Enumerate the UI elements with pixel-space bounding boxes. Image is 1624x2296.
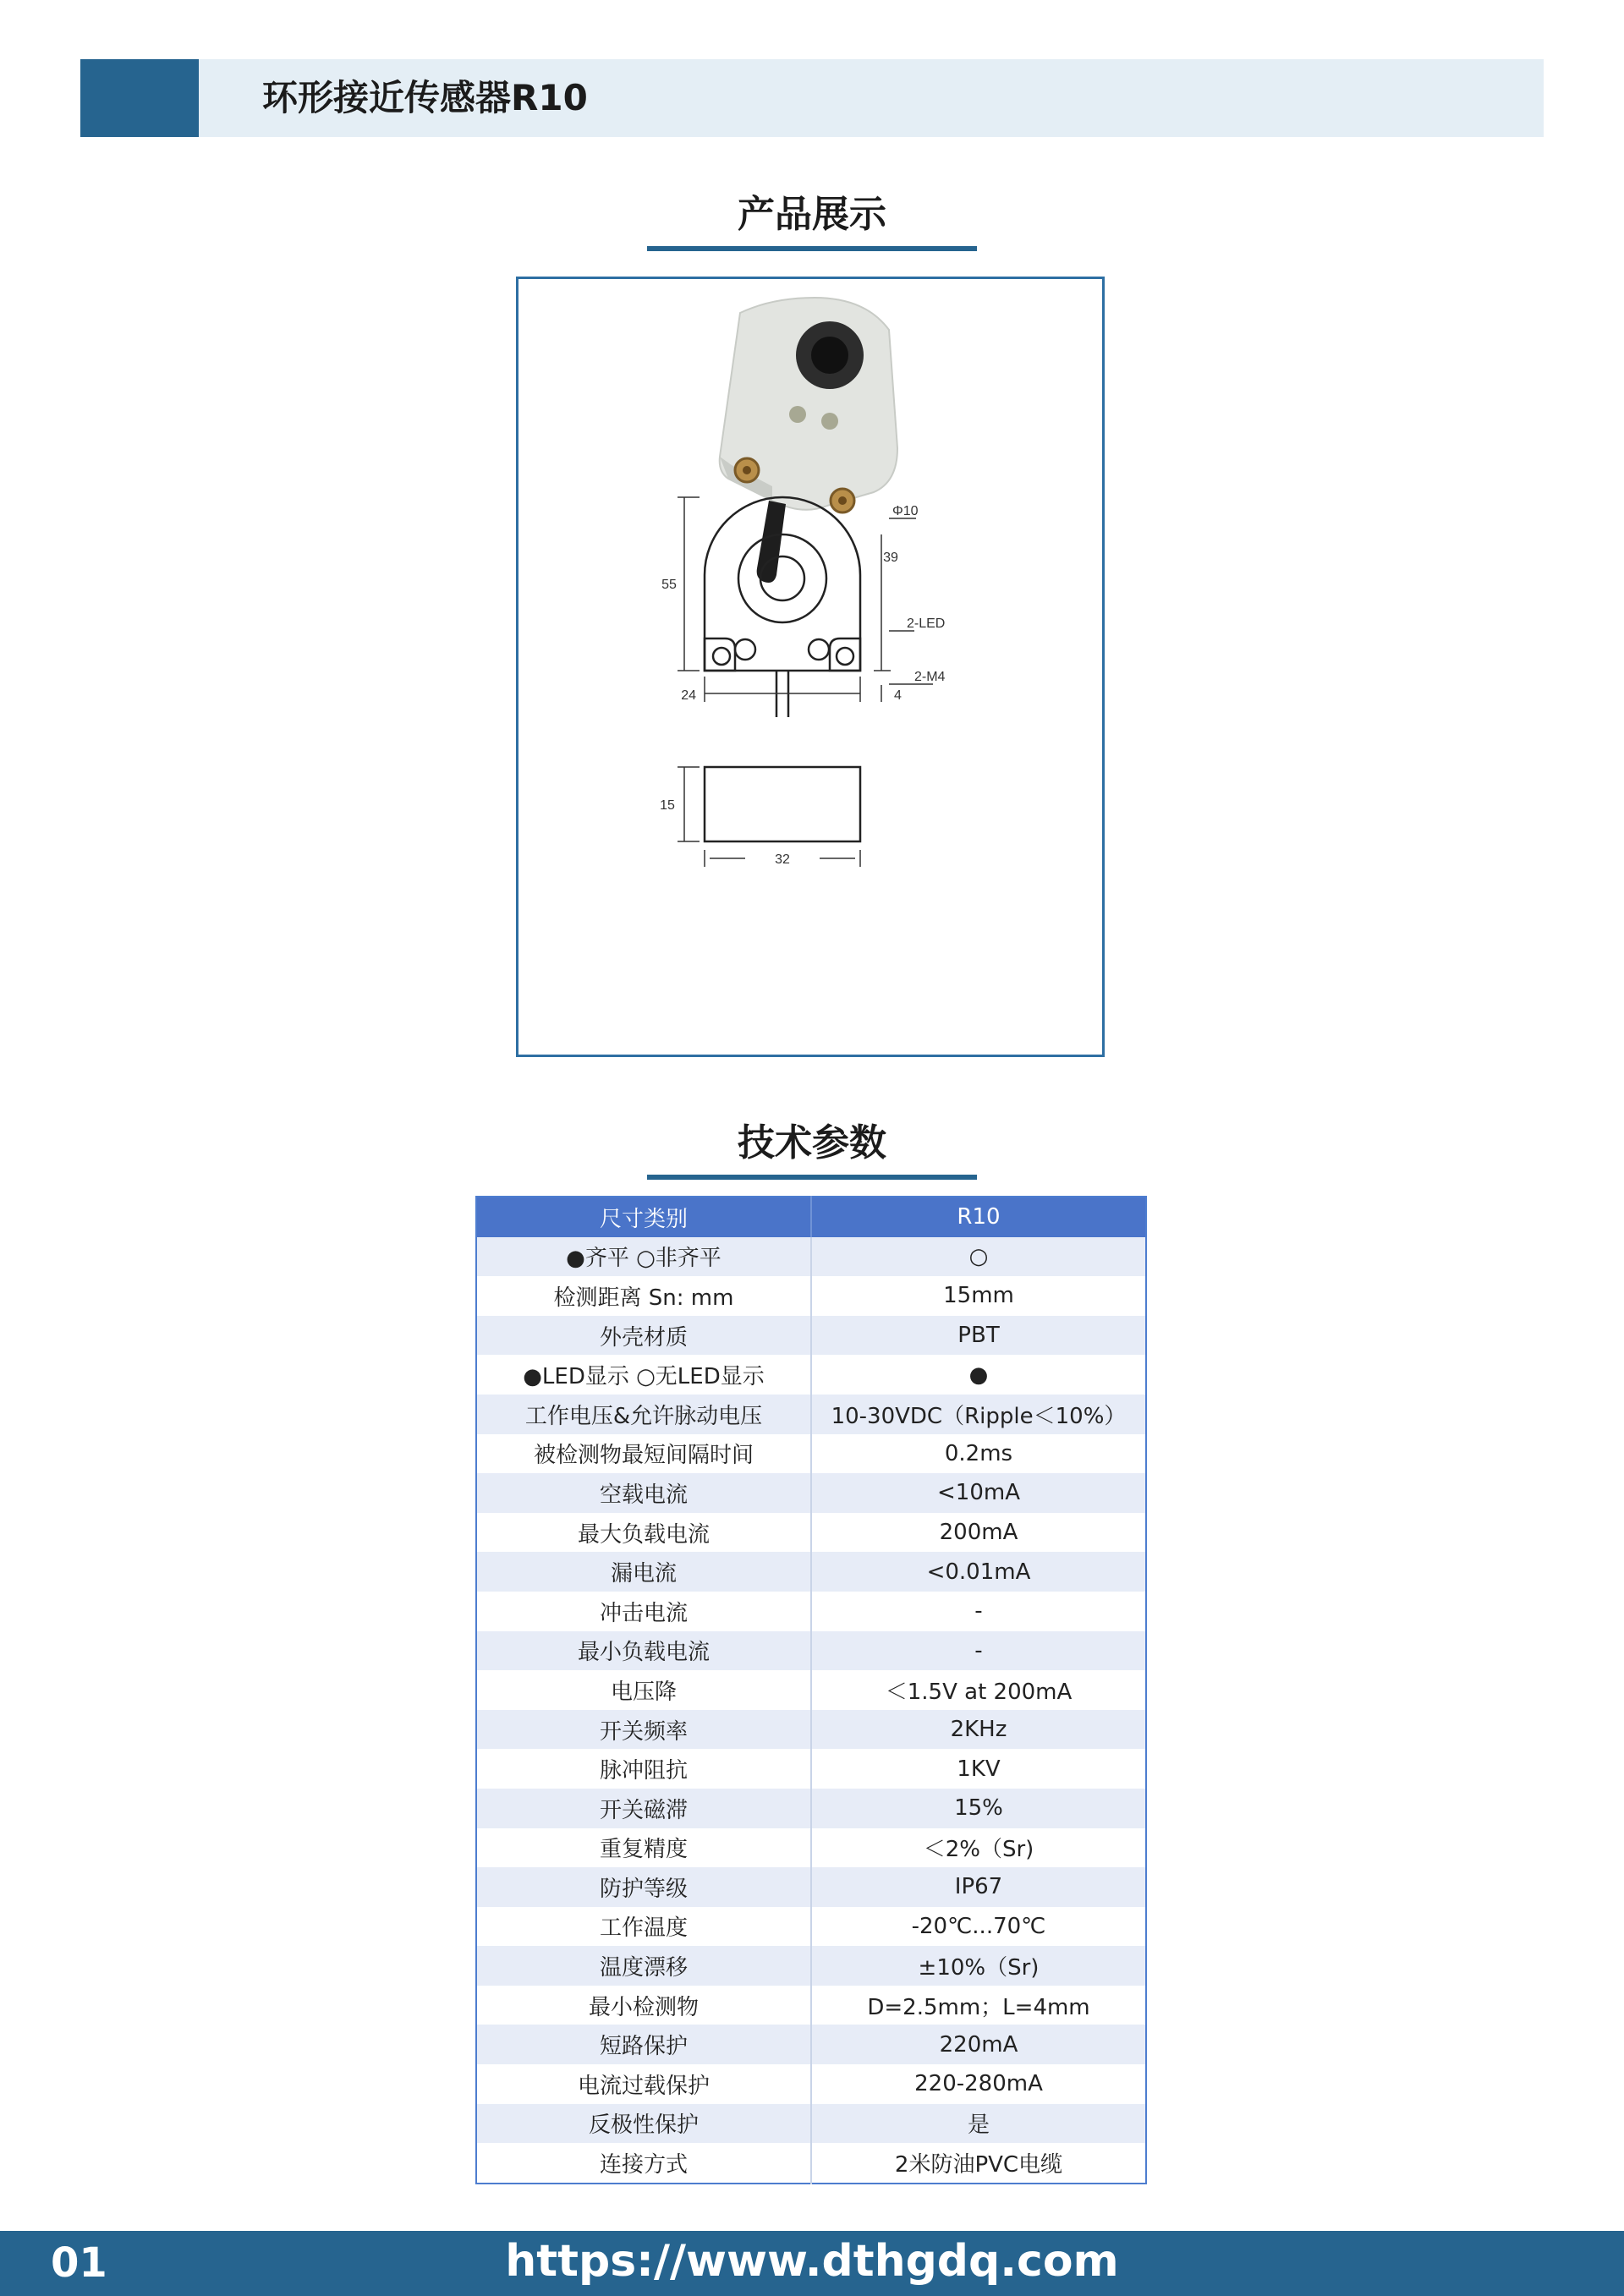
spec-header-model: R10: [811, 1197, 1146, 1237]
dim-39-label: 39: [883, 551, 898, 565]
spec-value: ＜1.5V at 200mA: [811, 1670, 1146, 1710]
spec-value: -: [811, 1592, 1146, 1631]
table-row: [476, 1710, 1146, 1750]
spec-param: 反极性保护: [476, 2104, 811, 2144]
dim-m4-label: 2-M4: [914, 670, 946, 684]
spec-value: 200mA: [811, 1513, 1146, 1553]
spec-param: 开关磁滞: [476, 1789, 811, 1828]
spec-value: 15mm: [811, 1276, 1146, 1316]
spec-param: 重复精度: [476, 1828, 811, 1868]
spec-value: PBT: [811, 1316, 1146, 1356]
table-row: [476, 1395, 1146, 1434]
spec-param: 电压降: [476, 1670, 811, 1710]
product-showcase: [516, 277, 1105, 1057]
spec-value: ●: [811, 1355, 1146, 1395]
spec-param: ●齐平 ○非齐平: [476, 1237, 811, 1277]
spec-param: 工作电压&允许脉动电压: [476, 1395, 811, 1434]
dim-24-label: 24: [681, 688, 696, 703]
spec-value: ±10%（Sr): [811, 1946, 1146, 1986]
table-row: [476, 1631, 1146, 1671]
spec-value: 10-30VDC（Ripple＜10%）: [811, 1395, 1146, 1434]
spec-param: 检测距离 Sn: mm: [476, 1276, 811, 1316]
table-row: [476, 1749, 1146, 1789]
spec-value: 0.2ms: [811, 1434, 1146, 1474]
spec-value: D=2.5mm；L=4mm: [811, 1986, 1146, 2025]
spec-value: ＜2%（Sr): [811, 1828, 1146, 1868]
spec-value: 220-280mA: [811, 2064, 1146, 2104]
spec-param: 最大负载电流: [476, 1513, 811, 1553]
table-row: [476, 1946, 1146, 1986]
specs-section-rule: [647, 1175, 977, 1180]
spec-value: 15%: [811, 1789, 1146, 1828]
table-row: [476, 1434, 1146, 1474]
spec-param: 脉冲阻抗: [476, 1749, 811, 1789]
spec-value: 是: [811, 2104, 1146, 2144]
spec-value: ○: [811, 1237, 1146, 1277]
dim-hole-label: Φ10: [892, 504, 919, 518]
spec-value: 1KV: [811, 1749, 1146, 1789]
table-row: [476, 2143, 1146, 2184]
product-section-title: 产品展示: [738, 193, 886, 236]
spec-value: -: [811, 1631, 1146, 1671]
spec-value: <10mA: [811, 1473, 1146, 1513]
spec-param: 空载电流: [476, 1473, 811, 1513]
spec-param: 连接方式: [476, 2143, 811, 2184]
header-accent-block: [80, 59, 199, 137]
page-number: 01: [51, 2239, 107, 2287]
table-row: [476, 1867, 1146, 1907]
spec-param: 温度漂移: [476, 1946, 811, 1986]
footer-bar: [0, 2231, 1624, 2296]
spec-value: -20℃...70℃: [811, 1907, 1146, 1947]
spec-value: 2米防油PVC电缆: [811, 2143, 1146, 2184]
spec-param: 电流过载保护: [476, 2064, 811, 2104]
product-photo: [720, 298, 897, 583]
spec-value: 220mA: [811, 2025, 1146, 2064]
page-title: 环形接近传感器R10: [262, 77, 588, 118]
dim-15-label: 15: [660, 798, 675, 813]
table-row: [476, 1316, 1146, 1356]
dim-height-label: 55: [661, 578, 677, 592]
table-row: [476, 1828, 1146, 1868]
spec-header-param: 尺寸类别: [476, 1197, 811, 1237]
table-row: [476, 1513, 1146, 1553]
spec-param: 最小检测物: [476, 1986, 811, 2025]
website-link[interactable]: https://www.dthgdq.com: [505, 2236, 1119, 2287]
table-row: [476, 1237, 1146, 1277]
table-row: [476, 2025, 1146, 2064]
table-row: [476, 1907, 1146, 1947]
table-row: [476, 1355, 1146, 1395]
product-section-rule: [647, 246, 977, 251]
dim-led-label: 2-LED: [907, 616, 946, 631]
spec-value: <0.01mA: [811, 1552, 1146, 1592]
spec-param: 外壳材质: [476, 1316, 811, 1356]
spec-param: 工作温度: [476, 1907, 811, 1947]
spec-value: 2KHz: [811, 1710, 1146, 1750]
table-row: [476, 1276, 1146, 1316]
spec-param: 开关频率: [476, 1710, 811, 1750]
table-row: [476, 1670, 1146, 1710]
dim-32-label: 32: [775, 852, 790, 867]
product-figure: [518, 279, 1102, 1055]
spec-value: IP67: [811, 1867, 1146, 1907]
table-row: [476, 2104, 1146, 2144]
spec-param: 漏电流: [476, 1552, 811, 1592]
spec-table: [475, 1196, 1147, 2184]
spec-param: ●LED显示 ○无LED显示: [476, 1355, 811, 1395]
specs-section-title: 技术参数: [738, 1121, 886, 1164]
spec-param: 短路保护: [476, 2025, 811, 2064]
table-row: [476, 1986, 1146, 2025]
spec-param: 最小负载电流: [476, 1631, 811, 1671]
spec-table-header: [476, 1197, 1146, 1237]
table-row: [476, 1789, 1146, 1828]
dim-4-label: 4: [894, 688, 902, 703]
spec-param: 被检测物最短间隔时间: [476, 1434, 811, 1474]
spec-param: 冲击电流: [476, 1592, 811, 1631]
table-row: [476, 1552, 1146, 1592]
dimension-drawing: [705, 497, 860, 841]
table-row: [476, 1473, 1146, 1513]
table-row: [476, 1592, 1146, 1631]
spec-param: 防护等级: [476, 1867, 811, 1907]
table-row: [476, 2064, 1146, 2104]
